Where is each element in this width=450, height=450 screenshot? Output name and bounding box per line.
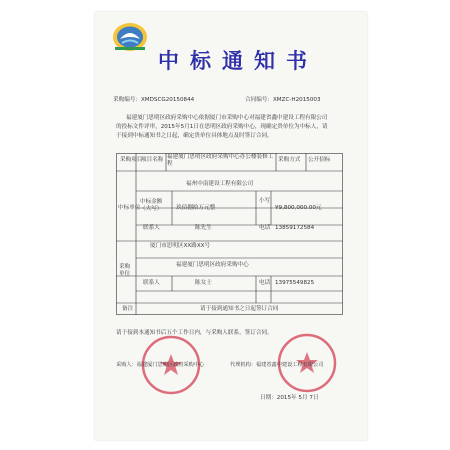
price-value: 玖佰捌拾万元整: [176, 205, 216, 211]
method-label: 采购方式: [278, 157, 301, 163]
supplier-phone-label: 电话: [259, 225, 271, 231]
price-number: ¥9,800,000.00元: [275, 205, 322, 211]
supplier-contact-name: 陈先生: [195, 225, 212, 231]
intro-paragraph: 福建厦门思明区政府采购中心依据厦门市采购中心对福建省鑫中建设工程有限公司的投标文件评审，2015年5月1日在思明区政府采购中心，现确定贵单位为中标人，请于接到中标通知书之日起，确定贵单位具体地点及时签订合同。: [116, 115, 328, 139]
remark-label: 备注: [122, 306, 134, 312]
footer-note: 请于接到本通知书后五个工作日内，与采购人联系，签订合同。: [116, 330, 273, 336]
supplier-address: 厦门市思明区XX路XX号: [150, 243, 211, 249]
award-table: [116, 153, 343, 315]
buyer-signature-line: 采购人：福建厦门思明区政府采购中心: [116, 362, 205, 368]
buyer-contact-label: 联系人: [143, 280, 160, 286]
procurement-number: 采购编号：XMDSCG20150844: [113, 97, 195, 103]
contract-number: 合同编号：XMZC-H2015003: [245, 97, 321, 103]
row-label-supplier: 中标单位: [118, 205, 141, 211]
buyer-phone-label: 电话: [259, 280, 271, 286]
supplier-contact-label: 联系人: [143, 225, 160, 231]
row-label-buyer: 采购单位: [119, 264, 131, 277]
buyer-name: 福建厦门思明区政府采购中心: [176, 262, 249, 268]
agency-signature-line: 代理机构：福建省鑫中建设工程有限公司: [230, 362, 324, 368]
issue-date: 日期：2015年 5月 7日: [260, 395, 319, 401]
method-value: 公开招标: [308, 157, 331, 163]
buyer-contact-name: 陈女士: [195, 280, 212, 286]
project-name-label: 项目名称: [141, 157, 164, 163]
price-unit-label: 小写: [259, 198, 271, 204]
row-label-project: 采购项目: [120, 157, 143, 163]
remark-value: 请于接到通知书之日起签订合同: [200, 306, 279, 312]
project-name-value: 福建厦门思明区政府采购中心办公楼装修工程: [167, 154, 274, 167]
buyer-phone: 13975549825: [275, 280, 315, 286]
logo-emblem-icon: [111, 20, 149, 52]
price-label: 中标金额（大写）: [140, 199, 163, 212]
page-title: 中标通知书: [158, 48, 318, 73]
supplier-name: 福州中南建设工程有限公司: [186, 181, 254, 187]
supplier-phone: 13859172584: [275, 225, 315, 231]
